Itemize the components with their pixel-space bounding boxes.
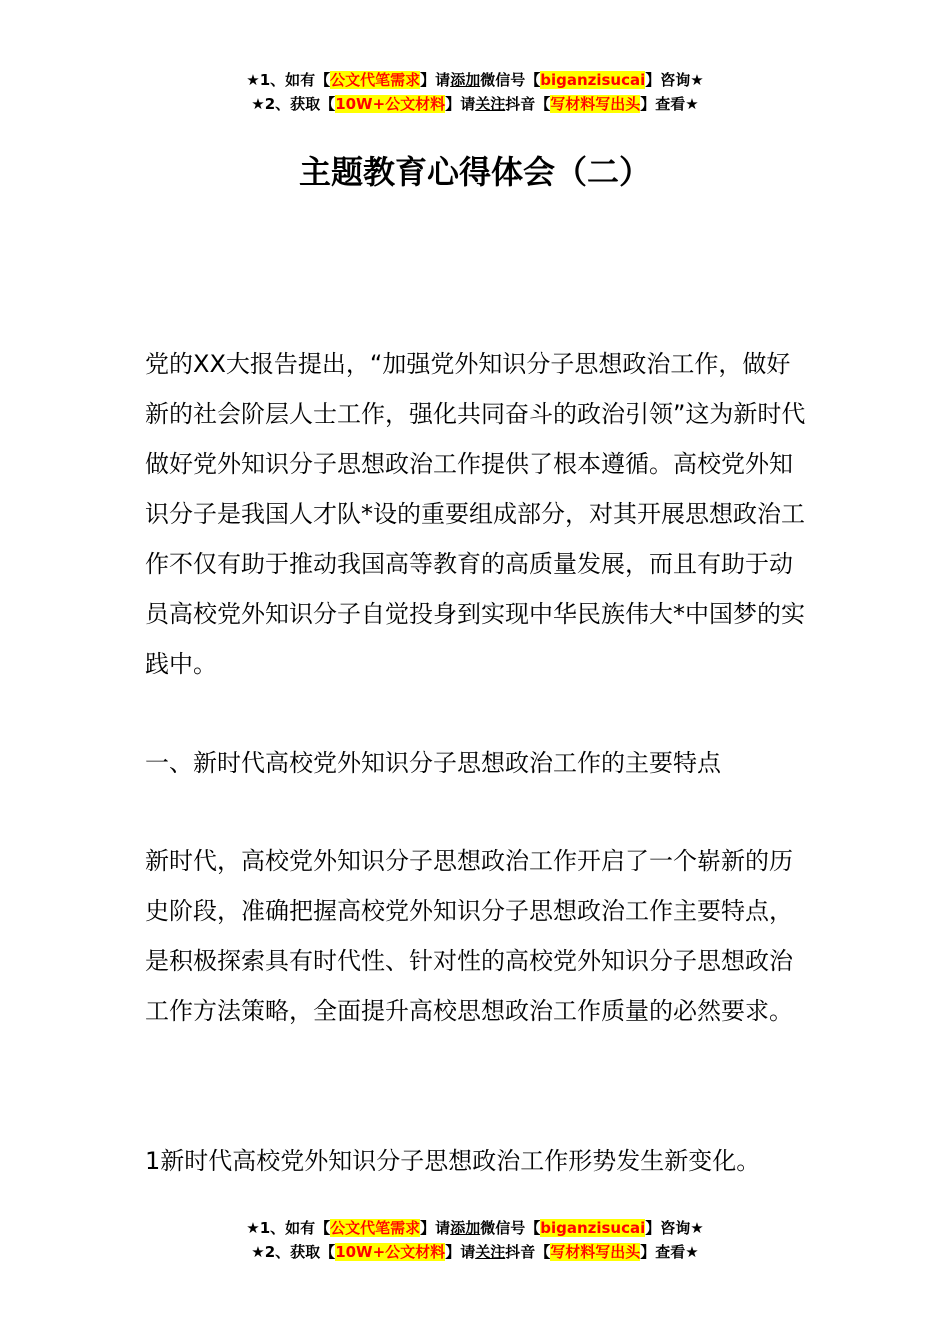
highlight-materials: 10W+公文材料 [335, 1243, 446, 1261]
highlight-service: 公文代笔需求 [330, 1219, 421, 1237]
highlight-douyin-account: 写材料写出头 [550, 95, 641, 113]
banner-line-1: ★1、如有【公文代笔需求】请添加微信号【biganzisucai】咨询★ [246, 1219, 704, 1237]
banner-line-1: ★1、如有【公文代笔需求】请添加微信号【biganzisucai】咨询★ [246, 71, 704, 89]
highlight-wechat-id: biganzisucai [540, 71, 646, 89]
footer-banner [0, 1216, 950, 1264]
highlight-materials: 10W+公文材料 [335, 95, 446, 113]
header-banner [0, 68, 950, 116]
highlight-service: 公文代笔需求 [330, 71, 421, 89]
banner-line-2: ★2、获取【10W+公文材料】请关注抖音【写材料写出头】查看★ [251, 95, 699, 113]
highlight-wechat-id: biganzisucai [540, 1219, 646, 1237]
section-heading-1: 一、新时代高校党外知识分子思想政治工作的主要特点 [145, 749, 721, 777]
paragraph-intro: 党的XX大报告提出，“加强党外知识分子思想政治工作，做好新的社会阶层人士工作，强化共同奋斗的政治引领”这为新时代做好党外知识分子思想政治工作提供了根本遵循。高校党外知识分子是我国人才队*设的重要组成部分，对其开展思想政治工作不仅有助于推动我国高等教育的高质量发展，而且有助于动员高校党外知识分子自觉投身到实现中华民族伟大*中国梦的实践中。 [145, 350, 806, 678]
subsection-heading-1: 1新时代高校党外知识分子思想政治工作形势发生新变化。 [145, 1147, 761, 1175]
paragraph-section-1: 新时代，高校党外知识分子思想政治工作开启了一个崭新的历史阶段，准确把握高校党外知识分子思想政治工作主要特点，是积极探索具有时代性、针对性的高校党外知识分子思想政治工作方法策略，全面提升高校思想政治工作质量的必然要求。 [145, 847, 793, 1025]
document-title: 主题教育心得体会（二） [298, 153, 651, 191]
banner-line-2: ★2、获取【10W+公文材料】请关注抖音【写材料写出头】查看★ [251, 1243, 699, 1261]
highlight-douyin-account: 写材料写出头 [550, 1243, 641, 1261]
